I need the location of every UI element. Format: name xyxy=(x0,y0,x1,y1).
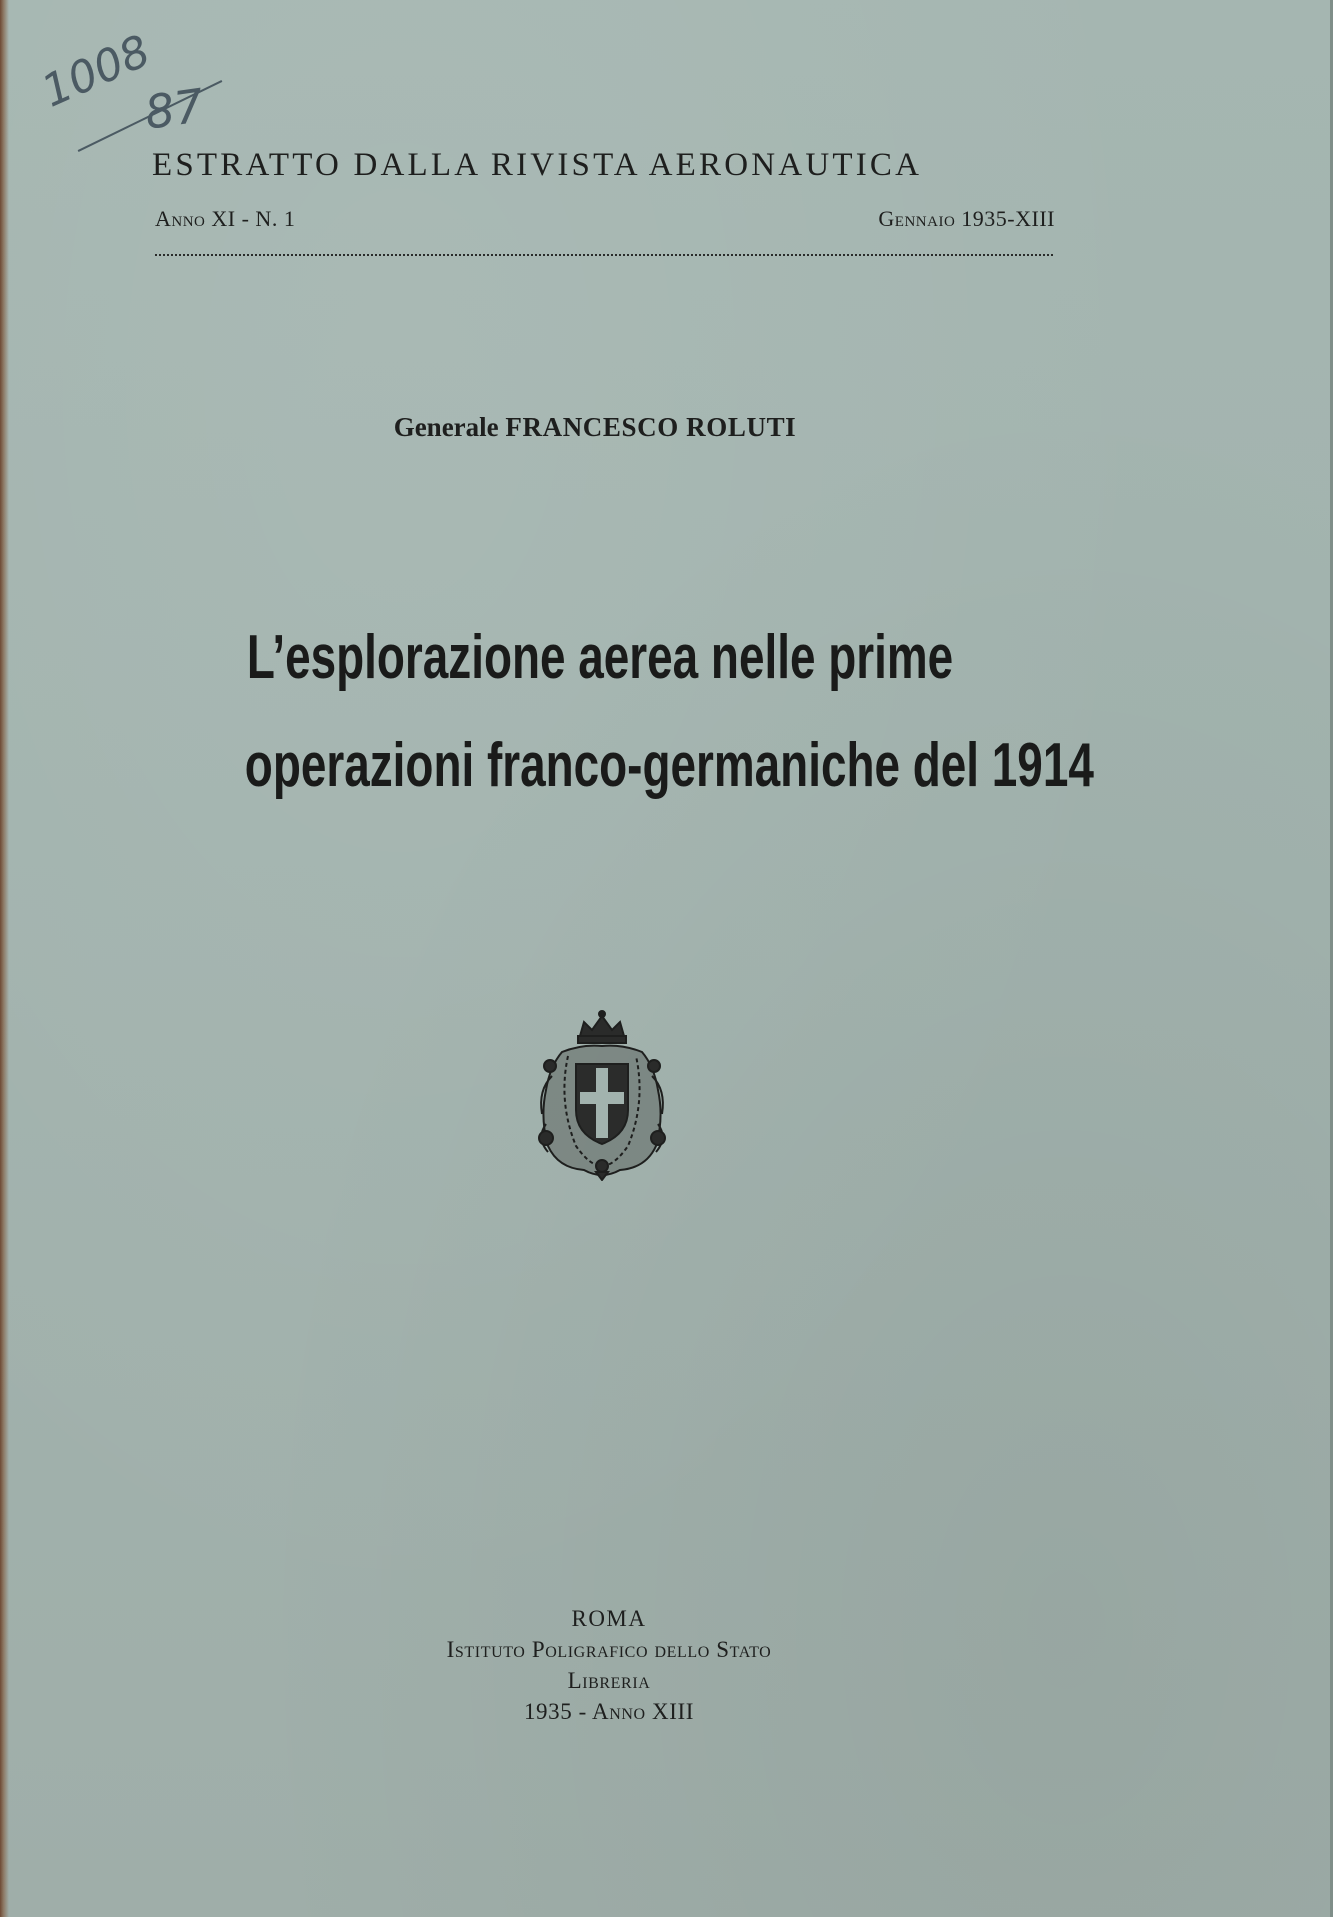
imprint-publisher: Istituto Poligrafico dello Stato xyxy=(446,1637,772,1662)
author-line xyxy=(0,412,1190,443)
handwritten-number-87: 87 xyxy=(141,78,208,140)
document-title-line-2: operazioni franco-germaniche del 1914 xyxy=(244,731,1094,800)
author-name: FRANCESCO ROLUTI xyxy=(505,412,797,442)
issue-date: Gennaio 1935-XIII xyxy=(878,206,1055,231)
handwritten-number-1008: 1008 xyxy=(34,25,158,118)
header-rule xyxy=(155,254,1053,256)
savoy-coat-of-arms-icon xyxy=(532,1006,672,1181)
imprint-city: ROMA xyxy=(571,1606,647,1631)
imprint-unit: Libreria xyxy=(567,1668,651,1693)
publisher-imprint xyxy=(0,1603,1218,1727)
journal-title: ESTRATTO DALLA RIVISTA AERONAUTICA xyxy=(152,147,923,183)
document-title xyxy=(120,604,1094,820)
author-rank: Generale xyxy=(393,412,499,442)
handwritten-catalog-note xyxy=(34,20,240,160)
issue-number: Anno XI - N. 1 xyxy=(155,206,296,231)
document-title-line-1: L’esplorazione aerea nelle prime xyxy=(246,623,954,692)
imprint-year: 1935 - Anno XIII xyxy=(523,1699,695,1724)
